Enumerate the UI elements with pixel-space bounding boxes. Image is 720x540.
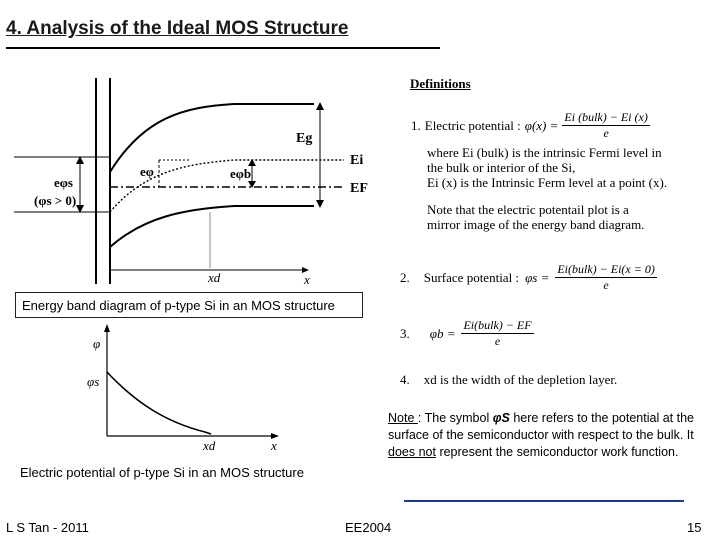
phi-axis-label: φ <box>93 336 101 351</box>
x-axis-label: x <box>271 438 277 453</box>
def1-desc-line3: Ei (x) is the Intrinsic Ferm level at a point (x). <box>427 175 668 190</box>
note-prefix: Note <box>388 411 418 425</box>
phis-axis-label: φs <box>87 374 100 389</box>
def1-desc-line1: where Ei (bulk) is the intrinsic Fermi level in <box>427 145 662 160</box>
definitions-heading: Definitions <box>410 76 471 91</box>
def2-label: Surface potential : <box>423 269 520 285</box>
footer-divider <box>404 500 684 502</box>
def1-note-line1: Note that the electric potentail plot is a <box>427 202 629 217</box>
footer-author: L S Tan - 2011 <box>6 520 89 535</box>
def1-lhs: φ(x) = <box>524 118 559 133</box>
energy-band-diagram <box>14 72 370 294</box>
phis-condition-label: (φs > 0) <box>34 193 77 208</box>
def2-numerator: Ei(bulk) − Ei(x = 0) <box>557 262 655 276</box>
page-number: 15 <box>687 520 702 535</box>
def2-denominator: e <box>603 278 609 292</box>
def1-desc-line2: the bulk or interior of the Si, <box>427 160 576 175</box>
ephis-label: eφs <box>54 175 73 190</box>
def3-lhs: φb = <box>429 325 456 341</box>
def2-num: 2. <box>400 269 410 285</box>
def1-numerator: Ei (bulk) − Ei (x) <box>564 110 648 124</box>
xd-label: xd <box>208 270 221 285</box>
def1-label: Electric potential : <box>424 118 521 133</box>
def1-num: 1. <box>411 118 421 133</box>
def2-lhs: φs = <box>525 269 550 285</box>
electric-potential-plot <box>85 322 345 454</box>
title-underline <box>6 47 440 49</box>
definition-2 <box>400 262 657 293</box>
axis-x-label: x <box>304 272 310 287</box>
def3-numerator: Ei(bulk) − EF <box>463 318 532 332</box>
definition-4 <box>400 372 617 388</box>
eg-label: Eg <box>296 131 313 146</box>
def1-denominator: e <box>603 126 609 140</box>
note-emphasis: does not <box>388 445 436 459</box>
def4-text: xd is the width of the depletion layer. <box>423 372 618 387</box>
def3-num: 3. <box>400 325 410 341</box>
note-rest1: here refers to the potential at the surface of the semiconductor with respect to the bulk. It <box>388 411 694 442</box>
xd-axis-label: xd <box>203 438 216 453</box>
ephib-label: eφb <box>230 166 252 181</box>
def1-note-line2: mirror image of the energy band diagram. <box>427 217 645 232</box>
def3-denominator: e <box>494 334 501 348</box>
page-title: 4. Analysis of the Ideal MOS Structure <box>6 18 349 39</box>
def4-num: 4. <box>400 372 410 387</box>
ei-label: Ei <box>350 153 364 168</box>
ef-label: EF <box>350 181 368 196</box>
note-text <box>388 410 706 461</box>
definition-3 <box>400 318 534 349</box>
note-rest2: represent the semiconductor work function. <box>435 445 679 459</box>
definition-1 <box>411 110 711 232</box>
figure1-caption: Energy band diagram of p-type Si in an MOS structure <box>15 292 363 318</box>
note-symbol: φS <box>492 411 510 425</box>
note-middle: : The symbol <box>417 411 493 425</box>
ephi-label: eφ <box>140 164 154 179</box>
figure2-caption: Electric potential of p-type Si in an MOS structure <box>20 465 304 480</box>
footer-course: EE2004 <box>345 520 392 535</box>
